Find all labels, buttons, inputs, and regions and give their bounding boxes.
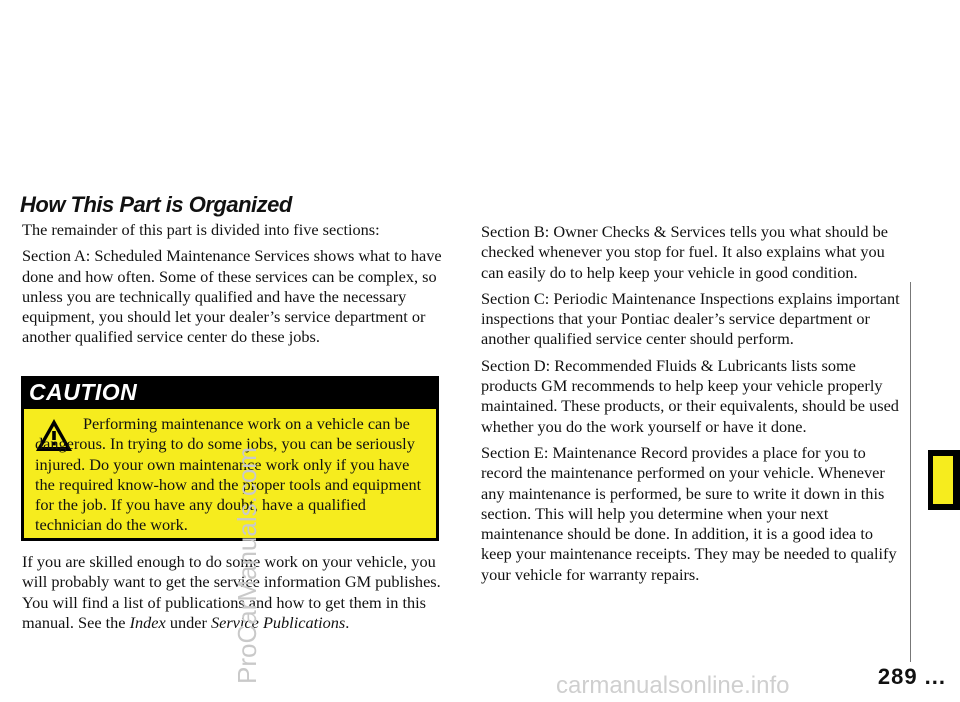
publications-text: If you are skilled enough to do some work on your vehicle, you will probably want to get the service information GM publishes. You will find a list of publications and how to get them in this manual. See the [22,552,441,632]
under-word: under [165,612,211,632]
page-number: 289 ... [877,664,946,689]
left-column [22,220,442,354]
margin-rule [910,282,911,662]
period: . [345,612,350,632]
after-caution-block [22,552,450,639]
caution-body [24,409,436,538]
section-e-paragraph: Section E: Maintenance Record provides a place for you to record the maintenance performed on your vehicle. Whenever any maintenance is performed, be sure to write it down in this section. This will help you determine when your next maintenance should be done. In addition, it is a good idea to keep your maintenance receipts. They may be needed to qualify your vehicle for warranty repairs. [481,442,897,584]
section-heading: How This Part is Organized [20,192,292,217]
service-publications-reference: Service Publications [210,612,346,632]
section-b-paragraph: Section B: Owner Checks & Services tells you what should be checked whenever you stop for fuel. It also explains what you can easily do to help keep your vehicle in good condition. [481,222,888,282]
section-tab-fill [933,456,953,504]
caution-box [21,376,439,541]
footer-watermark: carmanualsonline.info [556,672,790,699]
section-d-paragraph: Section D: Recommended Fluids & Lubricants lists some products GM recommends to help keep your vehicle properly maintained. These products, or their equivalents, should be used whether you do the work yourself or have it done. [481,355,899,436]
vertical-watermark: ProCarManuals.com [232,447,262,684]
index-reference: Index [129,612,166,632]
section-a-paragraph: Section A: Scheduled Maintenance Services shows what to have done and how often. Some of these services can be complex, so unless you are technically qualified and have the necessary equipment, you should let your dealer’s service department or another qualified service center do these jobs. [22,246,442,347]
caution-title: CAUTION [29,379,138,405]
publications-paragraph [22,552,450,633]
section-tab-marker [928,450,960,510]
caution-text: Performing maintenance work on a vehicle can be dangerous. In trying to do some jobs, you can be seriously injured. Do your own maintenance work only if you have the required know-how and the proper tools and equipment for the job. If you have any doubt, have a qualified technician do the work. [35,414,422,535]
right-column [481,222,906,591]
section-c-paragraph: Section C: Periodic Maintenance Inspections explains important inspections that your Pontiac dealer’s service department or another qualified service center should perform. [481,288,900,349]
intro-paragraph: The remainder of this part is divided into five sections: [22,220,380,239]
